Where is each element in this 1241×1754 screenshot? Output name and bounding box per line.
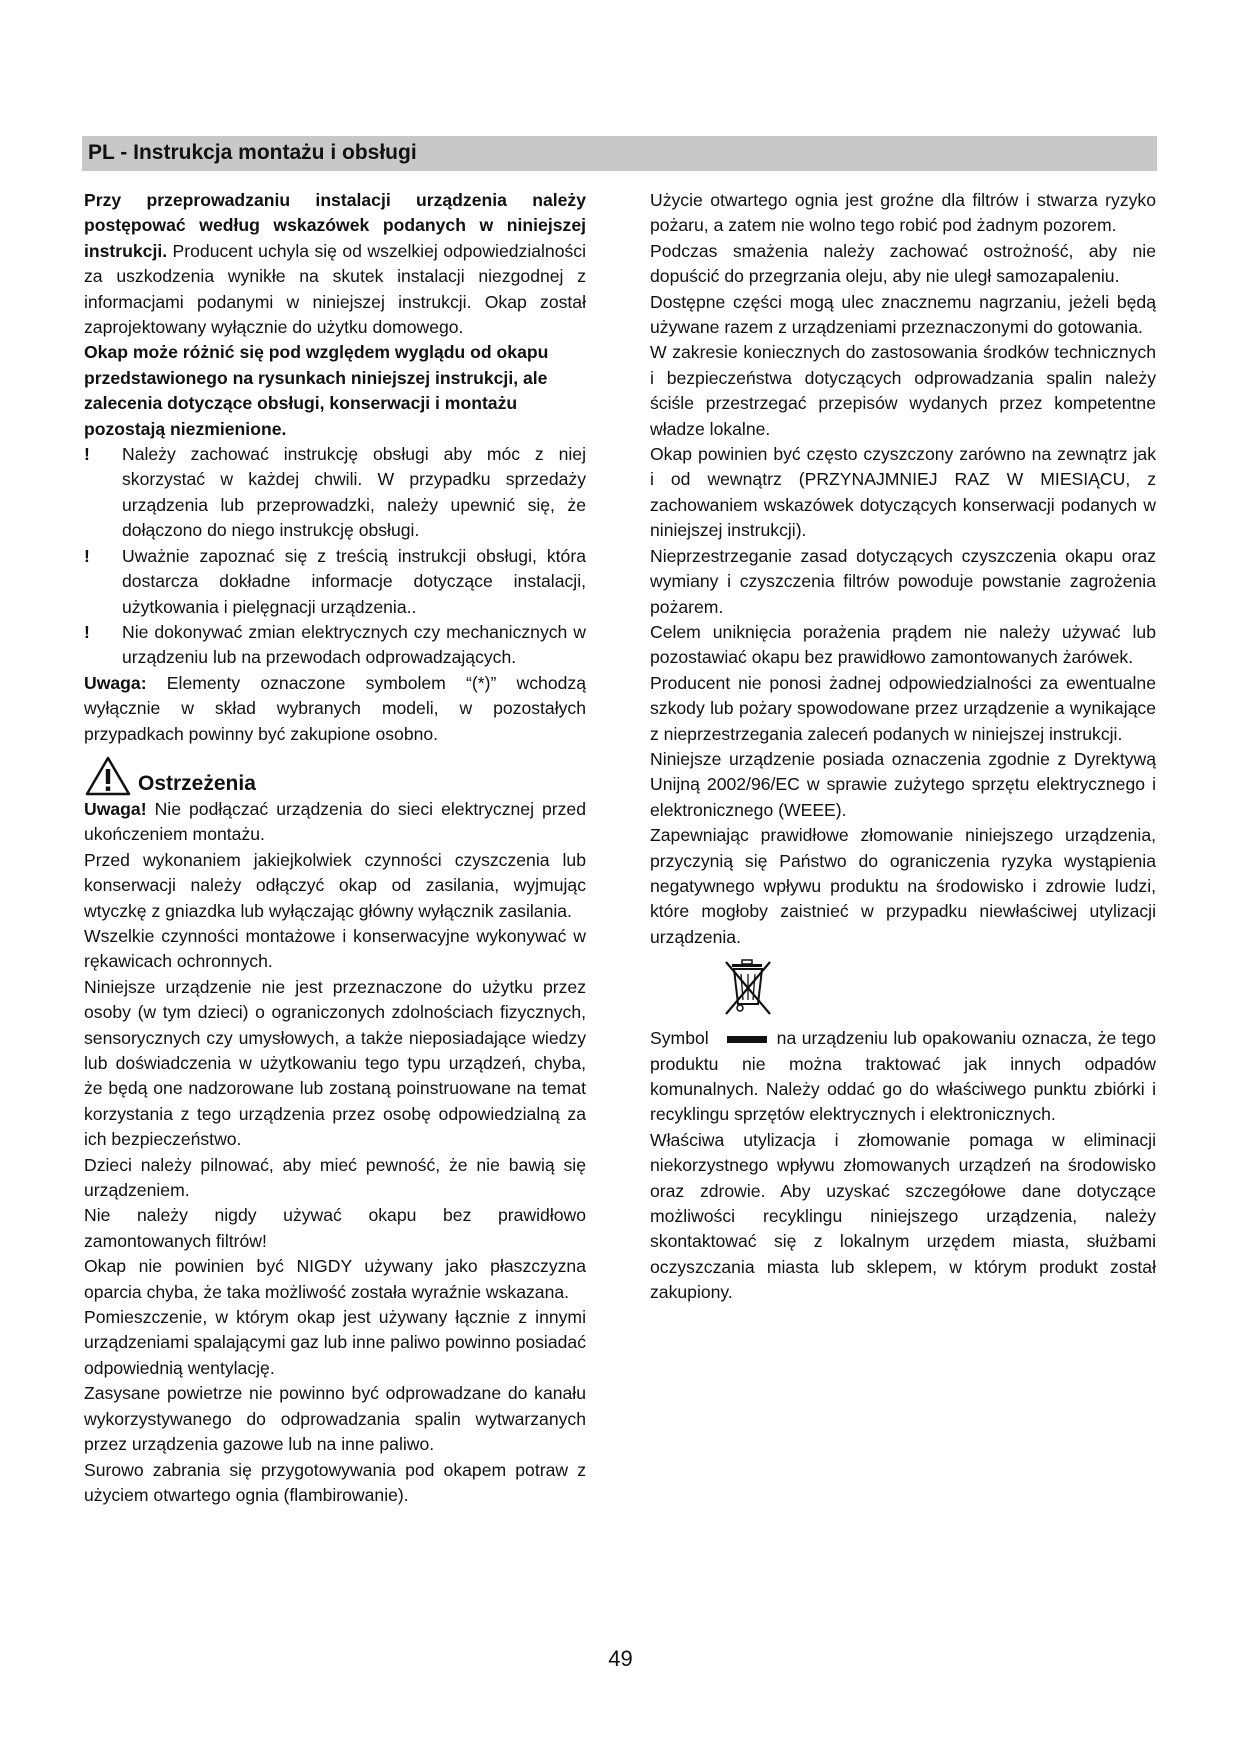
body-paragraph: Okap powinien być często czyszczony zarówno na zewnątrz jak i od wewnątrz (PRZYNAJMNIEJ RAZ W MIESIĄCU, z zachowaniem wskazówek dotyczących konserwacji podanych w niniejszej instrukcji).: [650, 444, 1156, 541]
warnings-heading: [84, 761, 586, 797]
body-paragraph: Podczas smażenia należy zachować ostrożność, aby nie dopuścić do przegrzania oleju, aby nie uległ samozapaleniu.: [650, 240, 1156, 287]
body-paragraph: Zasysane powietrze nie powinno być odprowadzane do kanału wykorzystywanego do odprowadzania spalin wytwarzanych przez urządzenia gazowe lub na inne paliwo.: [84, 1383, 586, 1455]
body-paragraph: Dzieci należy pilnować, aby mieć pewność, że nie bawią się urządzeniem.: [84, 1154, 586, 1201]
warn-label: Uwaga!: [84, 798, 147, 819]
body-paragraph: Nie należy nigdy używać okapu bez prawidłowo zamontowanych filtrów!: [84, 1205, 586, 1251]
intro-bold: Przy przeprowadzaniu instalacji urządzenia należy postępować według wskazówek podanych w niniejszej instrukcji.: [84, 190, 586, 261]
body-paragraph: Niniejsze urządzenie nie jest przeznaczone do użytku przez osoby (w tym dzieci) o ograniczonych zdolnościach fizycznych, sensorycznych czy umysłowych, a także nieposiadające wiedzy lub doświadczenia w użytkowaniu tego typu urządzeń, chyba, że będą one nadzorowane lub zostaną poinstruowane na temat korzystania z tego urządzenia przez osobę odpowiedzialną za ich bezpieczeństwo.: [84, 976, 586, 1150]
bullet-text: Uważnie zapoznać się z treścią instrukcji obsługi, która dostarcza dokładne informacje dotyczące instalacji, użytkowania i pielęgnacji urządzenia..: [122, 545, 586, 617]
crossed-out-bin-icon: [722, 958, 774, 1018]
list-item: [84, 442, 586, 544]
body-paragraph: Nieprzestrzeganie zasad dotyczących czyszczenia okapu oraz wymiany i czyszczenia filtrów powoduje powstanie zagrożenia pożarem.: [650, 545, 1156, 617]
list-item: [84, 620, 586, 671]
bullet-mark: !: [84, 545, 90, 566]
uwaga-text: Elementy oznaczone symbolem “(*)” wchodzą wyłącznie w skład wybranych modeli, w pozostałych przypadkach powinny być zakupione osobno.: [84, 672, 586, 744]
body-paragraph: W zakresie koniecznych do zastosowania środków technicznych i bezpieczeństwa dotyczących odprowadzania spalin należy ściśle przestrzegać przepisów wydanych przez kompetentne władze lokalne.: [650, 342, 1156, 439]
page-number: 49: [608, 1646, 633, 1671]
bullet-mark: !: [84, 444, 90, 465]
body-paragraph: Celem uniknięcia porażenia prądem nie należy używać lub pozostawiać okapu bez prawidłowo zamontowanych żarówek.: [650, 621, 1156, 668]
symbol-text: na urządzeniu lub opakowaniu oznacza, że tego produktu nie można traktować jak innych odpadów komunalnych. Należy oddać go do właściwego punktu zbiórki i recyklingu sprzętów elektrycznych i elektronicznych.: [650, 1028, 1156, 1125]
warnings-title: Ostrzeżenia: [138, 771, 256, 795]
symbol-paragraph: [650, 1026, 1156, 1128]
body-paragraph: Użycie otwartego ognia jest groźne dla filtrów i stwarza ryzyko pożaru, a zatem nie wolno tego robić pod żadnym pozorem.: [650, 190, 1156, 236]
optional-parts-note: [84, 671, 586, 747]
body-paragraph: Pomieszczenie, w którym okap jest używany łącznie z innymi urządzeniami spalającymi gaz lub inne paliwo powinno posiadać odpowiednią wentylację.: [84, 1307, 586, 1378]
right-column: [650, 188, 1156, 1306]
page-title: PL - Instrukcja montażu i obsługi: [88, 141, 417, 164]
section-header: [82, 136, 1157, 171]
left-column: [84, 188, 586, 1508]
warn-text: Nie podłączać urządzenia do sieci elektrycznej przed ukończeniem montażu.: [84, 798, 586, 845]
body-paragraph: Producent nie ponosi żadnej odpowiedzialności za ewentualne szkody lub pożary spowodowane przez urządzenie a wynikające z nieprzestrzegania zaleceń podanych w niniejszej instrukcji.: [650, 672, 1156, 744]
appearance-note: Okap może różnić się pod względem wyglądu od okapu przedstawionego na rysunkach niniejszej instrukcji, ale zalecenia dotyczące obsługi, konserwacji i montażu pozostają niezmienione.: [84, 342, 549, 439]
intro-rest: Producent uchyla się od wszelkiej odpowiedzialności za uszkodzenia wynikłe na skutek instalacji niezgodnej z informacjami podanymi w niniejszej instrukcji. Okap został zaprojektowany wyłącznie do użytku domowego.: [84, 240, 586, 338]
intro-paragraph: [84, 188, 586, 340]
body-paragraph: Niniejsze urządzenie posiada oznaczenia zgodnie z Dyrektywą Unijną 2002/96/EC w sprawie zużytego sprzętu elektrycznego i elektronicznego (WEEE).: [650, 748, 1156, 820]
warning-paragraph: [84, 797, 586, 848]
bullet-text: Należy zachować instrukcję obsługi aby móc z niej skorzystać w każdej chwili. W przypadku sprzedaży urządzenia lub przeprowadzki, należy upewnić się, że dołączono do niego instrukcję obsługi.: [122, 444, 586, 541]
bullet-text: Nie dokonywać zmian elektrycznych czy mechanicznych w urządzeniu lub na przewodach odprowadzających.: [122, 621, 586, 668]
body-paragraph: Surowo zabrania się przygotowywania pod okapem potraw z użyciem otwartego ognia (flambirowanie).: [84, 1459, 586, 1505]
warning-triangle-icon: [84, 755, 132, 797]
body-paragraph: Zapewniając prawidłowe złomowanie niniejszego urządzenia, przyczynią się Państwo do ograniczenia ryzyka wystąpienia negatywnego wpływu produktu na środowisko i zdrowie ludzi, które mogłoby zaistnieć w przypadku niewłaściwej utylizacji urządzenia.: [650, 825, 1156, 947]
body-paragraph: Przed wykonaniem jakiejkolwiek czynności czyszczenia lub konserwacji należy odłączyć okap od zasilania, wyjmując wtyczkę z gniazdka lub wyłączając główny wyłącznik zasilania.: [84, 849, 586, 921]
body-paragraph: Właściwa utylizacja i złomowanie pomaga w eliminacji niekorzystnego wpływu złomowanych urządzeń na środowisko oraz zdrowie. Aby uzyskać szczegółowe dane dotyczące możliwości recyklingu niniejszego urządzenia, należy skontaktować się z lokalnym urzędem miasta, służbami oczyszczania miasta lub sklepem, w którym produkt został zakupiony.: [650, 1129, 1156, 1303]
body-paragraph: Dostępne części mogą ulec znacznemu nagrzaniu, jeżeli będą używane razem z urządzeniami przeznaczonymi do gotowania.: [650, 291, 1156, 338]
uwaga-label: Uwaga:: [84, 672, 147, 693]
symbol-word: Symbol: [650, 1028, 709, 1049]
body-paragraph: Wszelkie czynności montażowe i konserwacyjne wykonywać w rękawicach ochronnych.: [84, 925, 586, 972]
bullet-mark: !: [84, 621, 90, 642]
body-paragraph: Okap nie powinien być NIGDY używany jako płaszczyzna oparcia chyba, że taka możliwość została wyraźnie wskazana.: [84, 1256, 586, 1302]
weee-bar-icon: [727, 1036, 767, 1043]
list-item: [84, 544, 586, 620]
